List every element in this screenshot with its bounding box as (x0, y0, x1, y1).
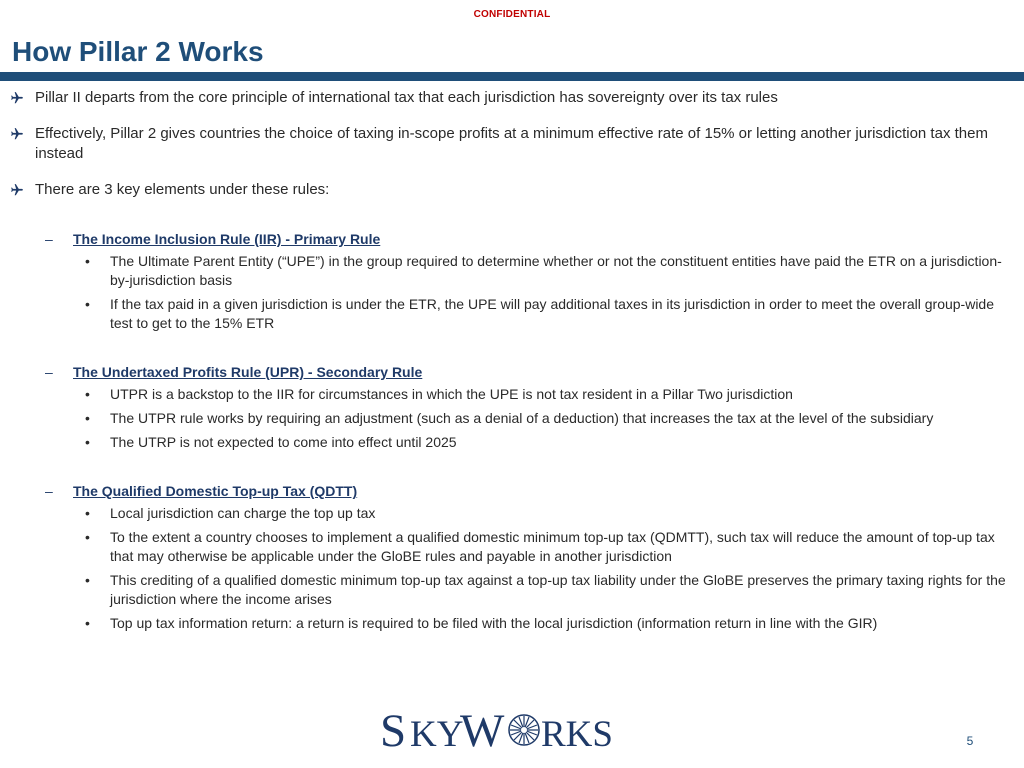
dash-marker: – (45, 483, 53, 499)
section-iir (10, 230, 1014, 333)
section-upr (10, 363, 1014, 452)
section-heading-text: The Undertaxed Profits Rule (UPR) - Secondary Rule (73, 364, 423, 380)
section-heading-text: The Qualified Domestic Top-up Tax (QDTT) (73, 483, 358, 499)
airplane-icon (10, 124, 26, 144)
bullet-dot: • (85, 253, 90, 269)
svg-text:S: S (380, 705, 407, 756)
section-heading (10, 363, 1014, 381)
list-item-text: If the tax paid in a given jurisdiction is under the ETR, the UPE will pay additional taxes in its jurisdiction in order to meet the overall group-wide test to get to the 15% ETR (110, 296, 995, 331)
bullet-dot: • (85, 615, 90, 631)
list-item-text: Local jurisdiction can charge the top up tax (110, 505, 376, 521)
list-item (10, 528, 1014, 566)
list-item (10, 614, 1014, 633)
list-item-text: The UTPR rule works by requiring an adjustment (such as a denial of a deduction) that increases the tax at the level of the subsidiary (110, 410, 934, 426)
section-heading-text: The Income Inclusion Rule (IIR) - Primary Rule (73, 231, 381, 247)
list-item (10, 409, 1014, 428)
bullet-dot: • (85, 572, 90, 588)
intro-bullet-text: There are 3 key elements under these rules: (35, 181, 330, 198)
page-number: 5 (966, 734, 974, 748)
list-item (10, 433, 1014, 452)
list-item-text: UTPR is a backstop to the IIR for circumstances in which the UPE is not tax resident in a Pillar Two jurisdiction (110, 386, 793, 402)
airplane-icon (10, 180, 26, 200)
title-divider-bar (0, 72, 1024, 81)
list-item (10, 571, 1014, 609)
skyworks-logo-graphic (378, 700, 644, 756)
svg-text:W: W (460, 705, 505, 756)
list-item-text: Top up tax information return: a return is required to be filed with the local jurisdiction (information return in line with the GIR) (110, 615, 878, 631)
bullet-dot: • (85, 505, 90, 521)
list-item (10, 295, 1014, 333)
list-item-text: To the extent a country chooses to implement a qualified domestic minimum top-up tax (QDMTT), such tax will reduce the amount of top-up tax that may otherwise be applicable under the GloBE rules and payable in another jurisdiction (110, 529, 995, 564)
page-title: How Pillar 2 Works (12, 36, 264, 67)
intro-bullet (10, 88, 1014, 108)
list-item (10, 252, 1014, 290)
list-item-text: The Ultimate Parent Entity (“UPE”) in the group required to determine whether or not the constituent entities have paid the ETR on a jurisdiction-by-jurisdiction basis (110, 253, 1002, 288)
svg-text:RKS: RKS (541, 714, 613, 755)
intro-bullet-text: Effectively, Pillar 2 gives countries the choice of taxing in-scope profits at a minimum effective rate of 15% or letting another jurisdiction tax them instead (35, 125, 988, 162)
skyworks-logo (378, 700, 644, 756)
list-item-text: The UTRP is not expected to come into effect until 2025 (110, 434, 457, 450)
dash-marker: – (45, 364, 53, 380)
dash-marker: – (45, 231, 53, 247)
list-item (10, 385, 1014, 404)
list-item-text: This crediting of a qualified domestic minimum top-up tax against a top-up tax liability under the GloBE preserves the primary taxing rights for the jurisdiction where the income arises (110, 572, 1006, 607)
confidential-label: CONFIDENTIAL (473, 9, 551, 20)
intro-bullet (10, 180, 1014, 200)
bullet-dot: • (85, 410, 90, 426)
slide-content (10, 88, 1014, 638)
intro-bullet-text: Pillar II departs from the core principle of international tax that each jurisdiction has sovereignty over its tax rules (35, 89, 778, 106)
bullet-dot: • (85, 296, 90, 312)
bullet-dot: • (85, 386, 90, 402)
svg-text:KY: KY (410, 714, 464, 755)
starburst-icon (509, 715, 539, 745)
section-heading (10, 230, 1014, 248)
airplane-icon (10, 88, 26, 108)
section-qdtt (10, 482, 1014, 633)
section-heading (10, 482, 1014, 500)
intro-bullet (10, 124, 1014, 164)
bullet-dot: • (85, 529, 90, 545)
list-item (10, 504, 1014, 523)
bullet-dot: • (85, 434, 90, 450)
